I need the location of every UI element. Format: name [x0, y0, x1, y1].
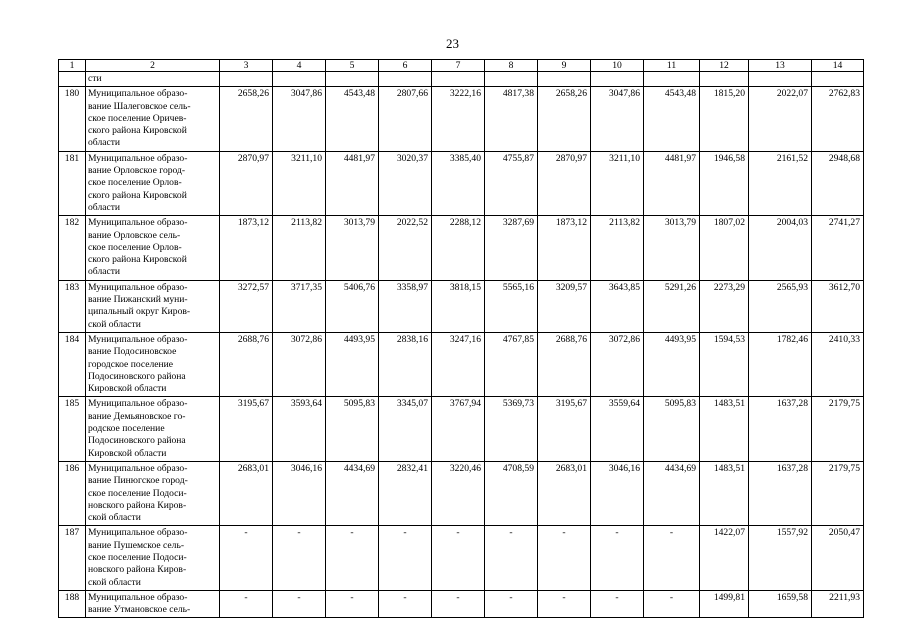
value-cell: -: [220, 590, 273, 618]
row-number: 187: [59, 526, 86, 590]
header-cell: 2: [86, 60, 220, 72]
municipality-name: [86, 216, 220, 280]
row-number: 186: [59, 461, 86, 525]
municipality-name: [86, 280, 220, 332]
value-cell: 5565,16: [485, 280, 538, 332]
name-line: Муниципальное образо-: [88, 398, 188, 410]
value-cell: 3287,69: [485, 216, 538, 280]
name-line: Муниципальное образо-: [88, 217, 188, 229]
value-cell: 1483,51: [700, 461, 749, 525]
value-cell: 2161,52: [749, 151, 812, 215]
municipality-name: [86, 590, 220, 618]
value-cell: 2948,68: [812, 151, 864, 215]
value-cell: 2050,47: [812, 526, 864, 590]
name-line: Муниципальное образо-: [88, 333, 188, 345]
value-cell: 2022,52: [379, 216, 432, 280]
header-cell: 13: [749, 60, 812, 72]
value-cell: 2741,27: [812, 216, 864, 280]
value-cell: 2113,82: [591, 216, 644, 280]
value-cell: 2179,75: [812, 397, 864, 461]
value-cell: 4434,69: [644, 461, 700, 525]
value-cell: 4767,85: [485, 332, 538, 396]
municipality-name: [86, 397, 220, 461]
row-number: 183: [59, 280, 86, 332]
header-cell: 5: [326, 60, 379, 72]
name-line: вание Демьяновское го-: [88, 410, 186, 422]
name-line: ципальный округ Киров-: [88, 306, 191, 318]
municipality-name: [86, 461, 220, 525]
name-line: ской области: [88, 512, 141, 524]
value-cell: 2838,16: [379, 332, 432, 396]
value-cell: 2658,26: [538, 87, 591, 151]
header-cell: 7: [432, 60, 485, 72]
continuation-num-cell: [59, 72, 86, 87]
value-cell: 3385,40: [432, 151, 485, 215]
value-cell: -: [273, 526, 326, 590]
value-cell: 2658,26: [220, 87, 273, 151]
value-cell: 4755,87: [485, 151, 538, 215]
value-cell: 3559,64: [591, 397, 644, 461]
name-line: городское поселение: [88, 358, 174, 370]
value-cell: 1807,02: [700, 216, 749, 280]
municipality-name: [86, 526, 220, 590]
value-cell: 3211,10: [273, 151, 326, 215]
name-line: Муниципальное образо-: [88, 152, 188, 164]
data-table: [58, 59, 864, 618]
header-cell: 11: [644, 60, 700, 72]
value-cell: 3211,10: [591, 151, 644, 215]
name-line: новского района Киров-: [88, 564, 187, 576]
name-line: Кировской области: [88, 383, 167, 395]
value-cell: 5369,73: [485, 397, 538, 461]
name-line: ское поселение Орлов-: [88, 177, 182, 189]
value-cell: -: [538, 526, 591, 590]
value-cell: -: [326, 590, 379, 618]
municipality-name: [86, 87, 220, 151]
value-cell: 3020,37: [379, 151, 432, 215]
value-cell: -: [591, 590, 644, 618]
name-line: вание Орловское сель-: [88, 229, 181, 241]
value-cell: -: [220, 526, 273, 590]
row-number: 181: [59, 151, 86, 215]
row-number: 182: [59, 216, 86, 280]
name-line: вание Пушемское сель-: [88, 539, 185, 551]
value-cell: 2870,97: [538, 151, 591, 215]
name-line: ское поселение Оричев-: [88, 112, 187, 124]
value-cell: 1483,51: [700, 397, 749, 461]
name-line: Подосиновского района: [88, 435, 186, 447]
name-line: вание Пижанский муни-: [88, 294, 188, 306]
name-line: вание Шалеговское сель-: [88, 100, 191, 112]
row-number: 180: [59, 87, 86, 151]
value-cell: 3195,67: [220, 397, 273, 461]
value-cell: 2211,93: [812, 590, 864, 618]
value-cell: -: [485, 590, 538, 618]
municipality-name: [86, 151, 220, 215]
value-cell: -: [273, 590, 326, 618]
name-line: ское поселение Подоси-: [88, 551, 187, 563]
value-cell: -: [485, 526, 538, 590]
value-cell: 3209,57: [538, 280, 591, 332]
header-cell: 14: [812, 60, 864, 72]
value-cell: 5406,76: [326, 280, 379, 332]
value-cell: 1499,81: [700, 590, 749, 618]
name-line: Кировской области: [88, 447, 167, 459]
value-cell: 1873,12: [538, 216, 591, 280]
name-line: родское поселение: [88, 423, 165, 435]
value-cell: 1422,07: [700, 526, 749, 590]
value-cell: 2688,76: [538, 332, 591, 396]
name-line: новского района Киров-: [88, 499, 187, 511]
value-cell: 3272,57: [220, 280, 273, 332]
header-cell: 9: [538, 60, 591, 72]
continuation-row: [59, 72, 864, 87]
value-cell: 3046,16: [273, 461, 326, 525]
name-line: ское поселение Орлов-: [88, 241, 182, 253]
header-cell: 10: [591, 60, 644, 72]
value-cell: 3612,70: [812, 280, 864, 332]
value-cell: 4708,59: [485, 461, 538, 525]
value-cell: 2004,03: [749, 216, 812, 280]
value-cell: 2288,12: [432, 216, 485, 280]
value-cell: 3195,67: [538, 397, 591, 461]
value-cell: 1873,12: [220, 216, 273, 280]
name-line: вание Пинюгское город-: [88, 475, 188, 487]
value-cell: -: [644, 590, 700, 618]
value-cell: 2565,93: [749, 280, 812, 332]
value-cell: 3047,86: [591, 87, 644, 151]
value-cell: 3345,07: [379, 397, 432, 461]
value-cell: 3013,79: [644, 216, 700, 280]
value-cell: 3643,85: [591, 280, 644, 332]
table-row: [59, 590, 864, 618]
value-cell: -: [326, 526, 379, 590]
name-line: Муниципальное образо-: [88, 591, 188, 603]
value-cell: 1946,58: [700, 151, 749, 215]
table-row: [59, 280, 864, 332]
row-number: 184: [59, 332, 86, 396]
value-cell: 1782,46: [749, 332, 812, 396]
table-row: [59, 461, 864, 525]
header-cell: 6: [379, 60, 432, 72]
value-cell: 1637,28: [749, 461, 812, 525]
value-cell: 4493,95: [326, 332, 379, 396]
value-cell: 3072,86: [273, 332, 326, 396]
value-cell: 2762,83: [812, 87, 864, 151]
value-cell: 2113,82: [273, 216, 326, 280]
name-line: ского района Кировской: [88, 254, 187, 266]
value-cell: 1557,92: [749, 526, 812, 590]
name-line: области: [88, 201, 121, 213]
header-cell: 8: [485, 60, 538, 72]
value-cell: 2807,66: [379, 87, 432, 151]
value-cell: 3047,86: [273, 87, 326, 151]
value-cell: 1594,53: [700, 332, 749, 396]
table-row: [59, 87, 864, 151]
name-line: области: [88, 266, 121, 278]
value-cell: 5291,26: [644, 280, 700, 332]
name-line: ской области: [88, 576, 141, 588]
value-cell: 2273,29: [700, 280, 749, 332]
name-line: вание Подосиновское: [88, 346, 177, 358]
value-cell: -: [432, 590, 485, 618]
value-cell: 3767,94: [432, 397, 485, 461]
name-line: ской области: [88, 318, 141, 330]
value-cell: 1659,58: [749, 590, 812, 618]
value-cell: 2179,75: [812, 461, 864, 525]
value-cell: 3247,16: [432, 332, 485, 396]
table-row: [59, 526, 864, 590]
name-line: Муниципальное образо-: [88, 527, 188, 539]
name-line: вание Утмановское сель-: [88, 604, 191, 616]
value-cell: -: [644, 526, 700, 590]
name-line: Муниципальное образо-: [88, 88, 188, 100]
value-cell: 1637,28: [749, 397, 812, 461]
value-cell: 3717,35: [273, 280, 326, 332]
row-number: 185: [59, 397, 86, 461]
name-line: ского района Кировской: [88, 125, 187, 137]
continuation-text-cell: сти: [86, 72, 220, 87]
value-cell: 2410,33: [812, 332, 864, 396]
municipality-name: [86, 332, 220, 396]
header-cell: 3: [220, 60, 273, 72]
name-line: Подосиновского района: [88, 370, 186, 382]
value-cell: 4481,97: [644, 151, 700, 215]
value-cell: 4481,97: [326, 151, 379, 215]
table-row: [59, 397, 864, 461]
name-line: области: [88, 137, 121, 149]
value-cell: -: [432, 526, 485, 590]
value-cell: 2022,07: [749, 87, 812, 151]
value-cell: 3358,97: [379, 280, 432, 332]
name-line: ское поселение Подоси-: [88, 487, 187, 499]
table-row: [59, 216, 864, 280]
value-cell: 4434,69: [326, 461, 379, 525]
name-line: Муниципальное образо-: [88, 281, 188, 293]
page-number: 23: [446, 36, 459, 51]
value-cell: 1815,20: [700, 87, 749, 151]
value-cell: -: [591, 526, 644, 590]
value-cell: 3593,64: [273, 397, 326, 461]
name-line: вание Орловское город-: [88, 165, 186, 177]
value-cell: 3220,46: [432, 461, 485, 525]
value-cell: 2683,01: [220, 461, 273, 525]
value-cell: -: [379, 590, 432, 618]
header-cell: 1: [59, 60, 86, 72]
name-line: Муниципальное образо-: [88, 462, 188, 474]
value-cell: 5095,83: [644, 397, 700, 461]
value-cell: 3818,15: [432, 280, 485, 332]
value-cell: 3046,16: [591, 461, 644, 525]
value-cell: 4493,95: [644, 332, 700, 396]
value-cell: 4543,48: [326, 87, 379, 151]
table-row: [59, 151, 864, 215]
name-line: ского района Кировской: [88, 189, 187, 201]
header-cell: 4: [273, 60, 326, 72]
value-cell: 2870,97: [220, 151, 273, 215]
value-cell: 4543,48: [644, 87, 700, 151]
value-cell: -: [379, 526, 432, 590]
value-cell: 3072,86: [591, 332, 644, 396]
header-cell: 12: [700, 60, 749, 72]
value-cell: 5095,83: [326, 397, 379, 461]
header-row: [59, 60, 864, 72]
value-cell: 3222,16: [432, 87, 485, 151]
value-cell: 3013,79: [326, 216, 379, 280]
value-cell: 2683,01: [538, 461, 591, 525]
value-cell: 4817,38: [485, 87, 538, 151]
table-row: [59, 332, 864, 396]
row-number: 188: [59, 590, 86, 618]
value-cell: 2688,76: [220, 332, 273, 396]
value-cell: 2832,41: [379, 461, 432, 525]
value-cell: -: [538, 590, 591, 618]
